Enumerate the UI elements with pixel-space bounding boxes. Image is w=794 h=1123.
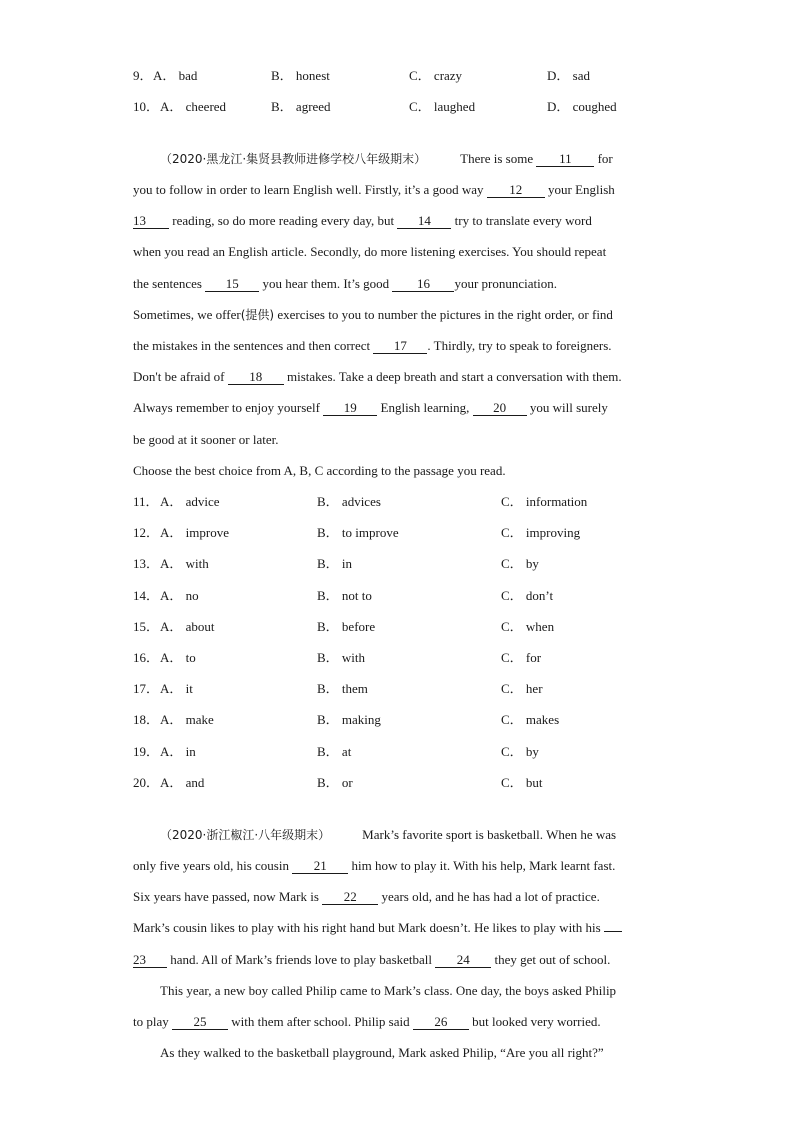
blank-21: 21 <box>292 859 348 874</box>
passage2-line-6: This year, a new boy called Philip came to Mark’s class. One day, the boys asked Philip <box>160 983 617 998</box>
blank-12: 12 <box>487 183 545 198</box>
passage2-line-7: to play 25 with them after school. Philip said 26 but looked very worried. <box>133 1014 601 1029</box>
blank-15: 15 <box>205 277 259 292</box>
blank-18: 18 <box>228 370 284 385</box>
passage1-line-5: the sentences 15 you hear them. It’s good 16 your pronunciation. <box>133 276 557 291</box>
option-a: A． cheered <box>160 99 227 114</box>
blank-26: 26 <box>413 1015 469 1030</box>
passage1-line-8: Don't be afraid of 18 mistakes. Take a deep breath and start a conversation with them. <box>133 369 622 384</box>
instruction: Choose the best choice from A, B, C according to the passage you read. <box>133 463 506 478</box>
passage1-source: （2020·黑龙江·集贤县教师进修学校八年级期末） <box>160 152 427 166</box>
passage1-line-7: the mistakes in the sentences and then correct 17 . Thirdly, try to speak to foreigners. <box>133 338 612 353</box>
blank-20: 20 <box>473 401 527 416</box>
blank-22: 22 <box>322 890 378 905</box>
passage1-line-2: you to follow in order to learn English well. Firstly, it’s a good way 12 your English <box>133 182 615 197</box>
option-b: B． honest <box>271 68 330 83</box>
blank-19: 19 <box>323 401 377 416</box>
option-a: A． bad <box>153 68 198 83</box>
blank-13: 13 <box>133 214 169 229</box>
passage1-line-10: be good at it sooner or later. <box>133 432 279 447</box>
passage1-line-4: when you read an English article. Secondly, do more listening exercises. You should repeat <box>133 244 607 259</box>
option-number: 10． <box>133 99 160 114</box>
blank-25: 25 <box>172 1015 228 1030</box>
passage2-line-1: （2020·浙江椒江·八年级期末） Mark’s favorite sport is basketball. When he was <box>160 827 617 842</box>
blank-16: 16 <box>392 277 454 292</box>
passage2-line-5: 23 hand. All of Mark’s friends love to play basketball 24 they get out of school. <box>133 952 611 967</box>
blank-14: 14 <box>397 214 451 229</box>
passage2-line-2: only five years old, his cousin 21 him how to play it. With his help, Mark learnt fast. <box>133 858 616 873</box>
option-c: C． laughed <box>409 99 476 114</box>
blank-11: 11 <box>536 152 594 167</box>
passage1-line-6: Sometimes, we offer(提供) exercises to you to number the pictures in the right order, or find <box>133 307 613 322</box>
option-c: C． crazy <box>409 68 463 83</box>
blank-17: 17 <box>373 339 427 354</box>
option-number: 9． <box>133 68 153 83</box>
passage1-line-1: （2020·黑龙江·集贤县教师进修学校八年级期末） There is some 11 for <box>160 151 613 166</box>
passage1-line-9: Always remember to enjoy yourself 19 English learning, 20 you will surely <box>133 400 608 415</box>
passage1-line-3: 13 reading, so do more reading every day, but 14 try to translate every word <box>133 213 592 228</box>
passage2-source: （2020·浙江椒江·八年级期末） <box>160 828 331 842</box>
blank-24: 24 <box>435 953 491 968</box>
passage2-line-4: Mark’s cousin likes to play with his right hand but Mark doesn’t. He likes to play with his <box>133 920 622 936</box>
option-d: D． coughed <box>547 99 617 114</box>
option-d: D． sad <box>547 68 590 83</box>
passage2-line-8: As they walked to the basketball playground, Mark asked Philip, “Are you all right?” <box>160 1045 604 1060</box>
blank-23: 23 <box>133 953 167 968</box>
option-b: B． agreed <box>271 99 331 114</box>
passage2-line-3: Six years have passed, now Mark is 22 years old, and he has had a lot of practice. <box>133 889 600 904</box>
